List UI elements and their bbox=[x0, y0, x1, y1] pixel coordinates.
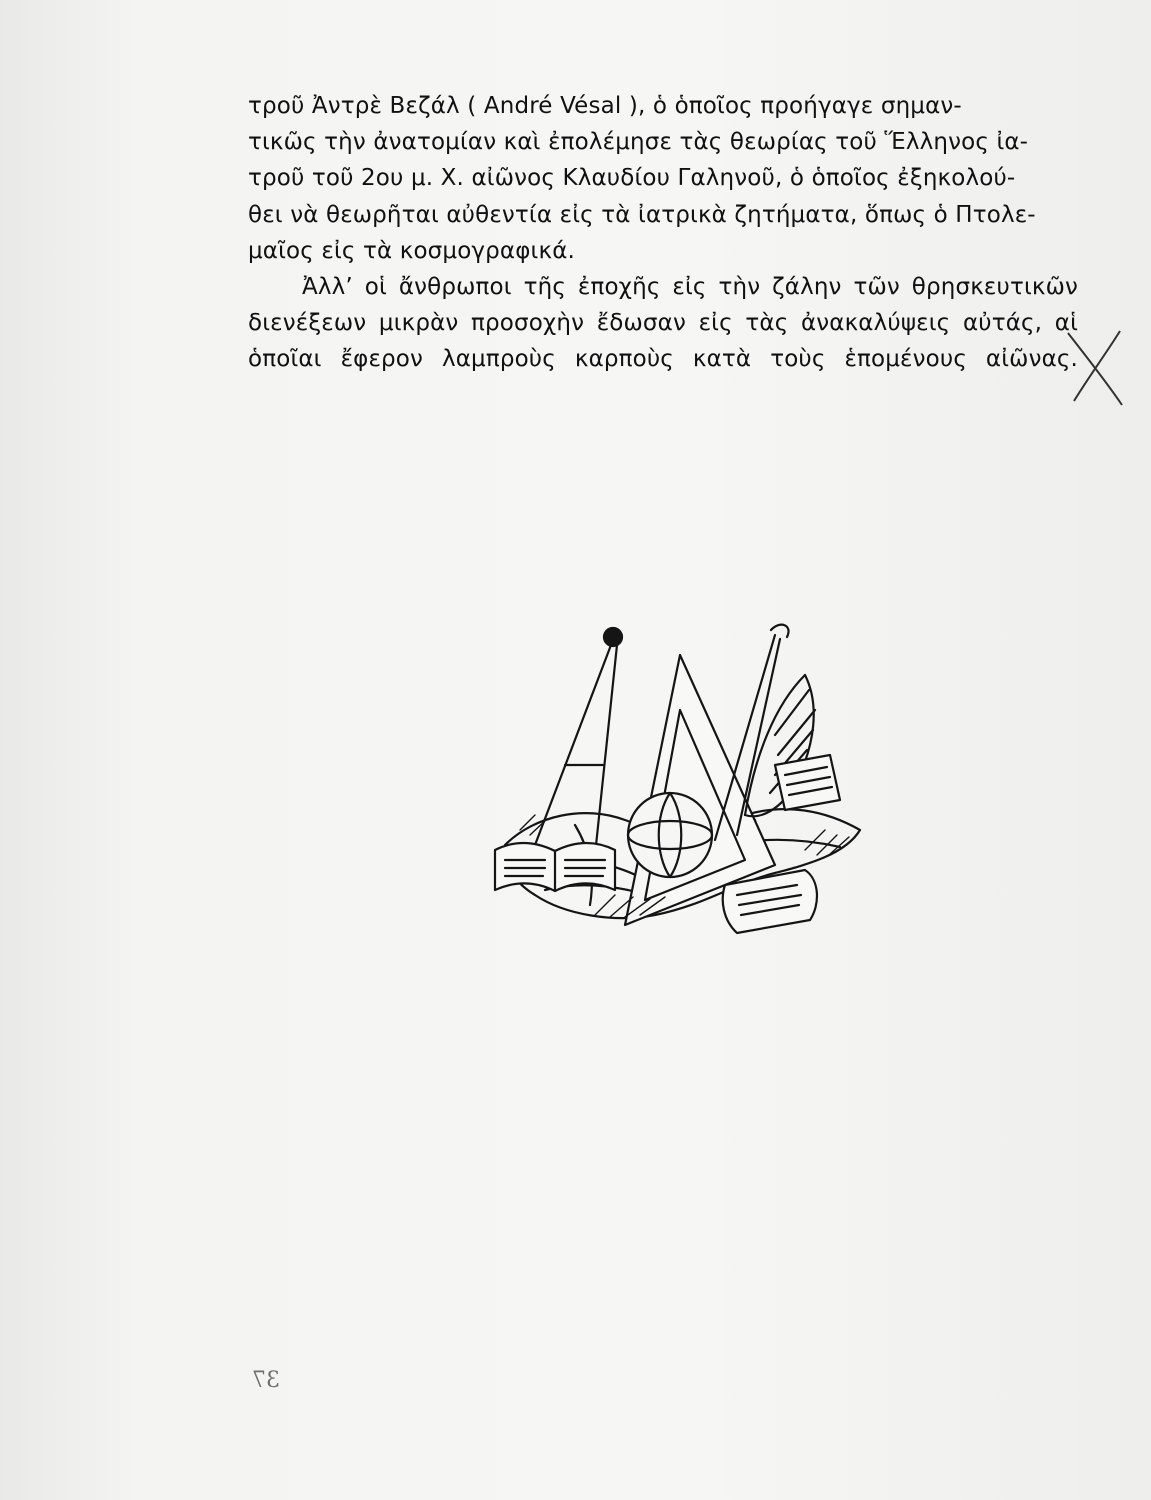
text-line: τροῦ τοῦ 2ου μ. Χ. αἰῶνος Κλαυδίου Γαληνοῦ, ὁ ὁποῖος ἐξηκολού- bbox=[248, 165, 1016, 192]
drafting-instruments-illustration-icon bbox=[475, 615, 880, 960]
text-line: μαῖος εἰς τὰ κοσμογραφικά. bbox=[248, 237, 575, 264]
text-line: τικῶς τὴν ἀνατομίαν καὶ ἐπολέμησε τὰς θεωρίας τοῦ Ἕλληνος ἰα- bbox=[248, 129, 1029, 156]
text-line: τροῦ Ἀντρὲ Βεζάλ ( André Vésal ), ὁ ὁποῖος προήγαγε σημαν- bbox=[248, 93, 962, 119]
paragraph-2 bbox=[248, 269, 1078, 378]
text-line: θει νὰ θεωρῆται αὐθεντία εἰς τὰ ἰατρικὰ ζητήματα, ὅπως ὁ Πτολε- bbox=[248, 201, 1036, 228]
body-text bbox=[248, 88, 1078, 378]
text-line: διενέξεων μικρὰν προσοχὴν ἔδωσαν εἰς τὰς ἀνακαλύψεις αὐτάς, αἱ bbox=[248, 310, 1078, 337]
pencil-cross-mark-icon bbox=[1060, 325, 1130, 410]
paragraph-1 bbox=[248, 88, 1078, 269]
text-line: ὁποῖαι ἔφερον λαμπροὺς καρποὺς κατὰ τοὺς ἑπομένους αἰῶνας. bbox=[248, 346, 1078, 373]
text-line: Ἀλλ’ οἱ ἄνθρωποι τῆς ἐποχῆς εἰς τὴν ζάλην τῶν θρησκευτικῶν bbox=[302, 274, 1078, 301]
page-number: 37 bbox=[252, 1368, 280, 1393]
